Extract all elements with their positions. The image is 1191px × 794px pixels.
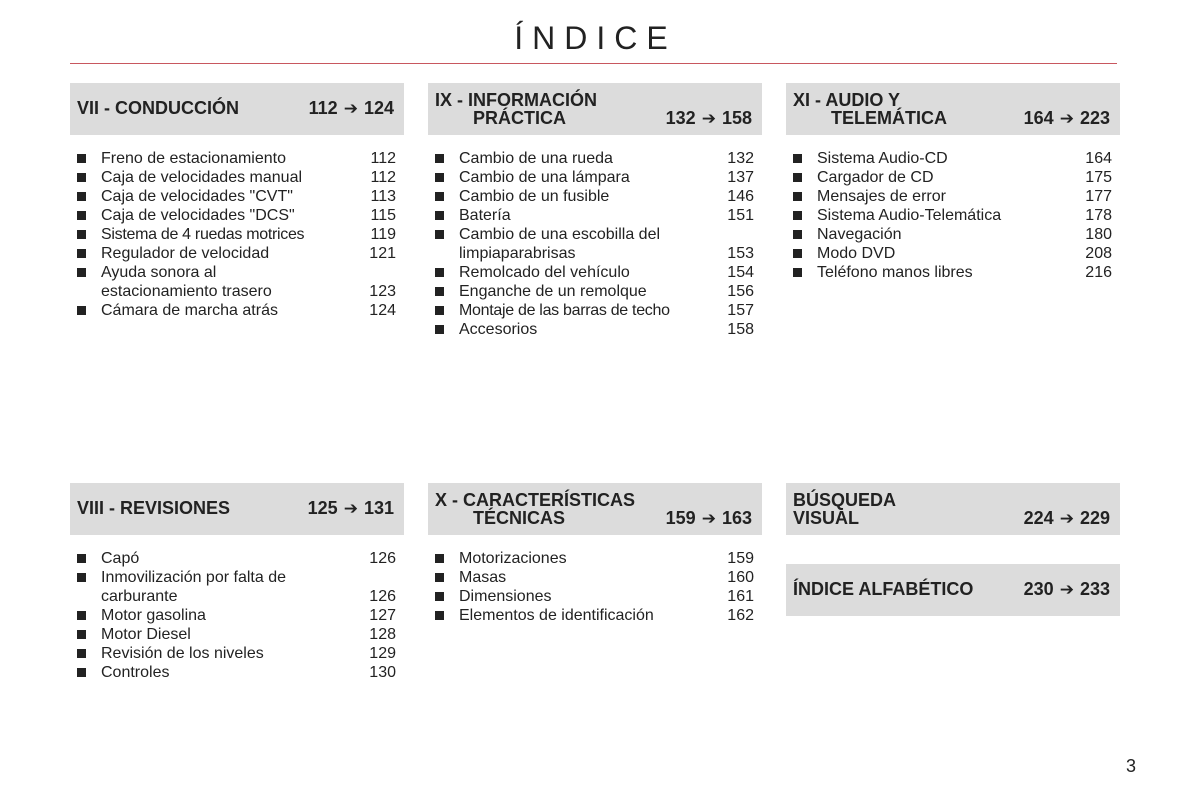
section-title: ÍNDICE ALFABÉTICO	[793, 579, 974, 599]
square-bullet-icon	[435, 573, 444, 582]
item-page: 146	[727, 188, 754, 205]
square-bullet-icon	[793, 154, 802, 163]
item-page: 128	[369, 626, 396, 643]
page-range: 230 ➔ 233	[1023, 579, 1110, 599]
square-bullet-icon	[793, 230, 802, 239]
page-range: 132 ➔ 158	[665, 108, 752, 128]
list-item[interactable]	[428, 606, 762, 625]
item-label: Motor Diesel	[101, 626, 191, 643]
list-item[interactable]	[786, 244, 1120, 263]
item-label: Montaje de las barras de techo	[459, 302, 670, 319]
item-page: 129	[369, 645, 396, 662]
item-list	[428, 149, 762, 339]
item-label: Sistema Audio-Telemática	[817, 207, 1002, 224]
section-title-line2: TÉCNICAS	[473, 508, 566, 528]
square-bullet-icon	[77, 192, 86, 201]
item-page: 151	[727, 207, 754, 224]
item-label: Enganche de un remolque	[459, 283, 647, 300]
item-label: Cambio de un fusible	[459, 188, 610, 205]
list-item[interactable]	[786, 263, 1120, 282]
square-bullet-icon	[77, 611, 86, 620]
section-title-line1: IX - INFORMACIÓN	[435, 90, 597, 110]
list-item[interactable]	[428, 263, 762, 282]
list-item[interactable]	[70, 225, 404, 244]
item-page: 112	[370, 169, 396, 186]
page-range: 112 ➔ 124	[308, 98, 394, 118]
item-page: 156	[727, 283, 754, 300]
arrow-right-icon: ➔	[701, 509, 716, 528]
square-bullet-icon	[793, 211, 802, 220]
section-revisiones	[70, 483, 404, 682]
list-item[interactable]	[70, 149, 404, 168]
list-item[interactable]	[428, 587, 762, 606]
square-bullet-icon	[435, 192, 444, 201]
item-page: 115	[370, 207, 396, 224]
arrow-right-icon: ➔	[1059, 580, 1074, 599]
item-label: Modo DVD	[817, 245, 896, 262]
list-item[interactable]	[70, 187, 404, 206]
item-label: Teléfono manos libres	[817, 264, 973, 281]
item-page: 158	[727, 321, 754, 338]
list-item[interactable]	[428, 206, 762, 225]
item-page: 157	[727, 302, 754, 319]
item-label: Controles	[101, 664, 170, 681]
item-page: 130	[369, 664, 396, 681]
section-header[interactable]	[786, 483, 1120, 535]
section-header[interactable]	[70, 483, 404, 535]
list-item[interactable]	[70, 644, 404, 663]
item-label: Freno de estacionamiento	[101, 150, 286, 167]
square-bullet-icon	[77, 154, 86, 163]
square-bullet-icon	[77, 211, 86, 220]
square-bullet-icon	[435, 325, 444, 334]
page-range: 164 ➔ 223	[1023, 108, 1110, 128]
square-bullet-icon	[435, 230, 444, 239]
item-label: carburante	[101, 588, 178, 605]
item-label: estacionamiento trasero	[101, 283, 272, 300]
section-busqueda-visual	[786, 483, 1120, 535]
square-bullet-icon	[793, 249, 802, 258]
item-label: Sistema de 4 ruedas motrices	[101, 226, 305, 243]
item-page: 119	[370, 226, 396, 243]
square-bullet-icon	[435, 154, 444, 163]
list-item[interactable]	[428, 225, 762, 263]
section-title: VII - CONDUCCIÓN	[77, 98, 239, 118]
item-label: Caja de velocidades "CVT"	[101, 188, 293, 205]
list-item[interactable]	[786, 206, 1120, 225]
section-title-line2: TELEMÁTICA	[831, 108, 947, 128]
item-label: Inmovilización por falta de	[101, 569, 286, 586]
section-indice-alfabetico	[786, 564, 1120, 616]
square-bullet-icon	[435, 592, 444, 601]
item-page: 177	[1085, 188, 1112, 205]
section-audio-telematica	[786, 83, 1120, 282]
list-item[interactable]	[786, 187, 1120, 206]
page-number: 3	[1126, 756, 1137, 776]
section-informacion-practica	[428, 83, 762, 339]
page-range: 125 ➔ 131	[307, 498, 394, 518]
page-range: 159 ➔ 163	[665, 508, 752, 528]
item-label: Dimensiones	[459, 588, 552, 605]
item-label: Cambio de una rueda	[459, 150, 613, 167]
item-list	[70, 149, 404, 320]
item-page: 127	[369, 607, 396, 624]
section-caracteristicas-tecnicas	[428, 483, 762, 625]
square-bullet-icon	[435, 211, 444, 220]
list-item[interactable]	[428, 282, 762, 301]
list-item[interactable]	[786, 225, 1120, 244]
list-item[interactable]	[428, 149, 762, 168]
list-item[interactable]	[70, 263, 404, 301]
item-page: 112	[370, 150, 396, 167]
list-item[interactable]	[70, 663, 404, 682]
item-label: Ayuda sonora al	[101, 264, 217, 281]
item-page: 121	[369, 245, 396, 262]
item-page: 137	[727, 169, 754, 186]
section-header[interactable]	[428, 483, 762, 535]
item-label: Mensajes de error	[817, 188, 946, 205]
square-bullet-icon	[77, 230, 86, 239]
list-item[interactable]	[70, 625, 404, 644]
page-title: ÍNDICE	[514, 20, 677, 56]
square-bullet-icon	[77, 630, 86, 639]
section-title-line2: VISUAL	[793, 508, 860, 528]
section-header[interactable]	[786, 83, 1120, 135]
square-bullet-icon	[77, 306, 86, 315]
item-label: Masas	[459, 569, 507, 586]
item-list	[70, 549, 404, 682]
section-title-line1: X - CARACTERÍSTICAS	[435, 490, 636, 510]
item-label: Caja de velocidades manual	[101, 169, 303, 186]
item-page: 153	[727, 245, 754, 262]
item-page: 154	[727, 264, 754, 281]
section-title: VIII - REVISIONES	[77, 498, 231, 518]
square-bullet-icon	[77, 668, 86, 677]
item-label: Batería	[459, 207, 511, 224]
square-bullet-icon	[435, 554, 444, 563]
item-label: Cambio de una escobilla del	[459, 226, 661, 243]
item-page: 113	[370, 188, 396, 205]
item-page: 126	[369, 588, 396, 605]
square-bullet-icon	[77, 173, 86, 182]
item-label: Remolcado del vehículo	[459, 264, 630, 281]
list-item[interactable]	[70, 606, 404, 625]
item-label: Navegación	[817, 226, 902, 243]
arrow-right-icon: ➔	[701, 109, 716, 128]
square-bullet-icon	[77, 649, 86, 658]
list-item[interactable]	[70, 568, 404, 606]
item-page: 159	[727, 550, 754, 567]
square-bullet-icon	[793, 268, 802, 277]
list-item[interactable]	[786, 149, 1120, 168]
list-item[interactable]	[428, 568, 762, 587]
list-item[interactable]	[70, 206, 404, 225]
section-header[interactable]	[70, 83, 404, 135]
square-bullet-icon	[77, 554, 86, 563]
item-page: 161	[727, 588, 754, 605]
item-label: Caja de velocidades "DCS"	[101, 207, 295, 224]
section-header[interactable]	[786, 564, 1120, 616]
arrow-right-icon: ➔	[343, 99, 358, 118]
item-label: Capó	[101, 550, 140, 567]
item-label: Regulador de velocidad	[101, 245, 270, 262]
item-page: 180	[1085, 226, 1112, 243]
item-label: Revisión de los niveles	[101, 645, 264, 662]
arrow-right-icon: ➔	[1059, 109, 1074, 128]
section-conduccion	[70, 83, 404, 320]
square-bullet-icon	[435, 287, 444, 296]
item-label: Motor gasolina	[101, 607, 206, 624]
square-bullet-icon	[435, 173, 444, 182]
item-page: 216	[1085, 264, 1112, 281]
section-title-line2: PRÁCTICA	[473, 108, 566, 128]
item-label: Cargador de CD	[817, 169, 934, 186]
item-label: Sistema Audio-CD	[817, 150, 948, 167]
list-item[interactable]	[428, 320, 762, 339]
item-page: 126	[369, 550, 396, 567]
item-page: 178	[1085, 207, 1112, 224]
square-bullet-icon	[435, 268, 444, 277]
square-bullet-icon	[77, 573, 86, 582]
list-item[interactable]	[428, 187, 762, 206]
square-bullet-icon	[793, 192, 802, 201]
item-list	[786, 149, 1120, 282]
item-page: 175	[1085, 169, 1112, 186]
list-item[interactable]	[70, 549, 404, 568]
square-bullet-icon	[435, 306, 444, 315]
square-bullet-icon	[77, 268, 86, 277]
list-item[interactable]	[70, 168, 404, 187]
arrow-right-icon: ➔	[343, 499, 358, 518]
square-bullet-icon	[77, 249, 86, 258]
item-page: 123	[369, 283, 396, 300]
item-page: 124	[369, 302, 396, 319]
section-header[interactable]	[428, 83, 762, 135]
item-page: 132	[727, 150, 754, 167]
item-page: 160	[727, 569, 754, 586]
item-list	[428, 549, 762, 625]
arrow-right-icon: ➔	[1059, 509, 1074, 528]
section-title-line1: BÚSQUEDA	[793, 490, 897, 510]
list-item[interactable]	[70, 301, 404, 320]
list-item[interactable]	[786, 168, 1120, 187]
page-range: 224 ➔ 229	[1023, 508, 1110, 528]
item-label: Elementos de identificación	[459, 607, 654, 624]
list-item[interactable]	[428, 168, 762, 187]
title-divider	[70, 63, 1117, 64]
item-label: limpiaparabrisas	[459, 245, 576, 262]
item-label: Cámara de marcha atrás	[101, 302, 278, 319]
list-item[interactable]	[70, 244, 404, 263]
list-item[interactable]	[428, 549, 762, 568]
square-bullet-icon	[793, 173, 802, 182]
item-page: 162	[727, 607, 754, 624]
item-page: 164	[1085, 150, 1112, 167]
section-title-line1: XI - AUDIO Y	[793, 90, 901, 110]
square-bullet-icon	[435, 611, 444, 620]
item-label: Motorizaciones	[459, 550, 567, 567]
item-label: Cambio de una lámpara	[459, 169, 630, 186]
item-label: Accesorios	[459, 321, 538, 338]
item-page: 208	[1085, 245, 1112, 262]
list-item[interactable]	[428, 301, 762, 320]
